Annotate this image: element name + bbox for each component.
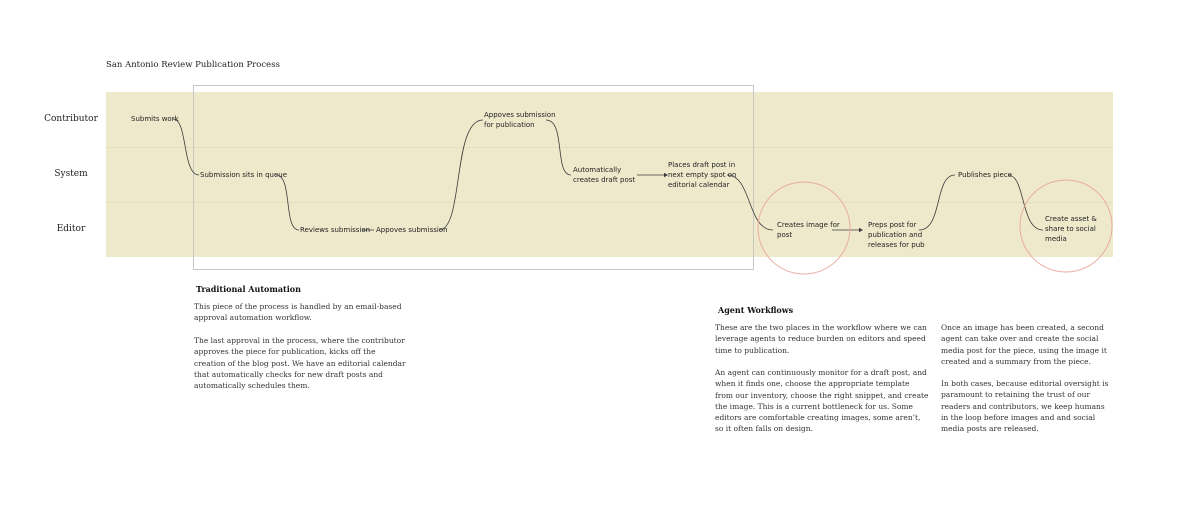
- agent-workflows-heading: Agent Workflows: [718, 305, 794, 315]
- node-places-draft: Places draft post in next empty spot on editorial calendar: [668, 161, 737, 189]
- connector-queue-to-review: [276, 175, 299, 230]
- node-submission-queue: Submission sits in queue: [200, 171, 288, 179]
- agent-paragraph-1: These are the two places in the workflow where we can leverage agents to reduce burden on editors and speed time to publication.: [715, 323, 927, 355]
- arrowhead: [859, 228, 863, 232]
- traditional-paragraph-2: The last approval in the process, where the contributor approves the piece for publication, kicks off the creation of the blog post. We have an editorial calendar that automatically checks for new draft posts and automatically schedules them.: [194, 336, 406, 391]
- node-reviews-submission: Reviews submission: [300, 226, 371, 234]
- lane-label-system: System: [54, 169, 88, 179]
- traditional-automation-heading: Traditional Automation: [196, 284, 301, 294]
- node-creates-image: Creates image for post: [777, 221, 840, 239]
- node-publishes-piece: Publishes piece: [958, 171, 1012, 179]
- node-approves-submission: Appoves submission: [376, 226, 448, 234]
- lane-label-contributor: Contributor: [44, 114, 98, 124]
- lane-label-editor: Editor: [56, 224, 86, 234]
- agent-paragraph-2: An agent can continuously monitor for a draft post, and when it finds one, choose the appropriate template from our inventory, choose the right snippet, and create the image. This is a current bottleneck for us. Some editors are comfortable creating images, some aren’t, so it often falls on design.: [715, 368, 929, 434]
- node-submits-work: Submits work: [131, 115, 179, 123]
- traditional-paragraph-1: This piece of the process is handled by an email-based approval automation workflow.: [194, 302, 402, 323]
- connector-approve-to-publication: [439, 120, 483, 230]
- connector-publish-to-asset: [1008, 175, 1043, 230]
- node-approves-for-publication: Appoves submission for publication: [484, 111, 556, 129]
- connector-submit-to-queue: [173, 119, 199, 175]
- node-preps-post: Preps post for publication and releases for pub: [868, 221, 925, 249]
- diagram-title: San Antonio Review Publication Process: [106, 60, 280, 70]
- node-create-asset: Create asset & share to social media: [1045, 215, 1097, 243]
- agent-paragraph-4: In both cases, because editorial oversight is paramount to retaining the trust of our readers and contributors, we keep humans in the loop before images and and social media posts are released.: [941, 379, 1109, 434]
- agent-paragraph-3: Once an image has been created, a second agent can take over and create the social media post for the piece, using the image it created and a summary from the piece.: [941, 323, 1107, 366]
- node-creates-draft: Automatically creates draft post: [573, 166, 636, 184]
